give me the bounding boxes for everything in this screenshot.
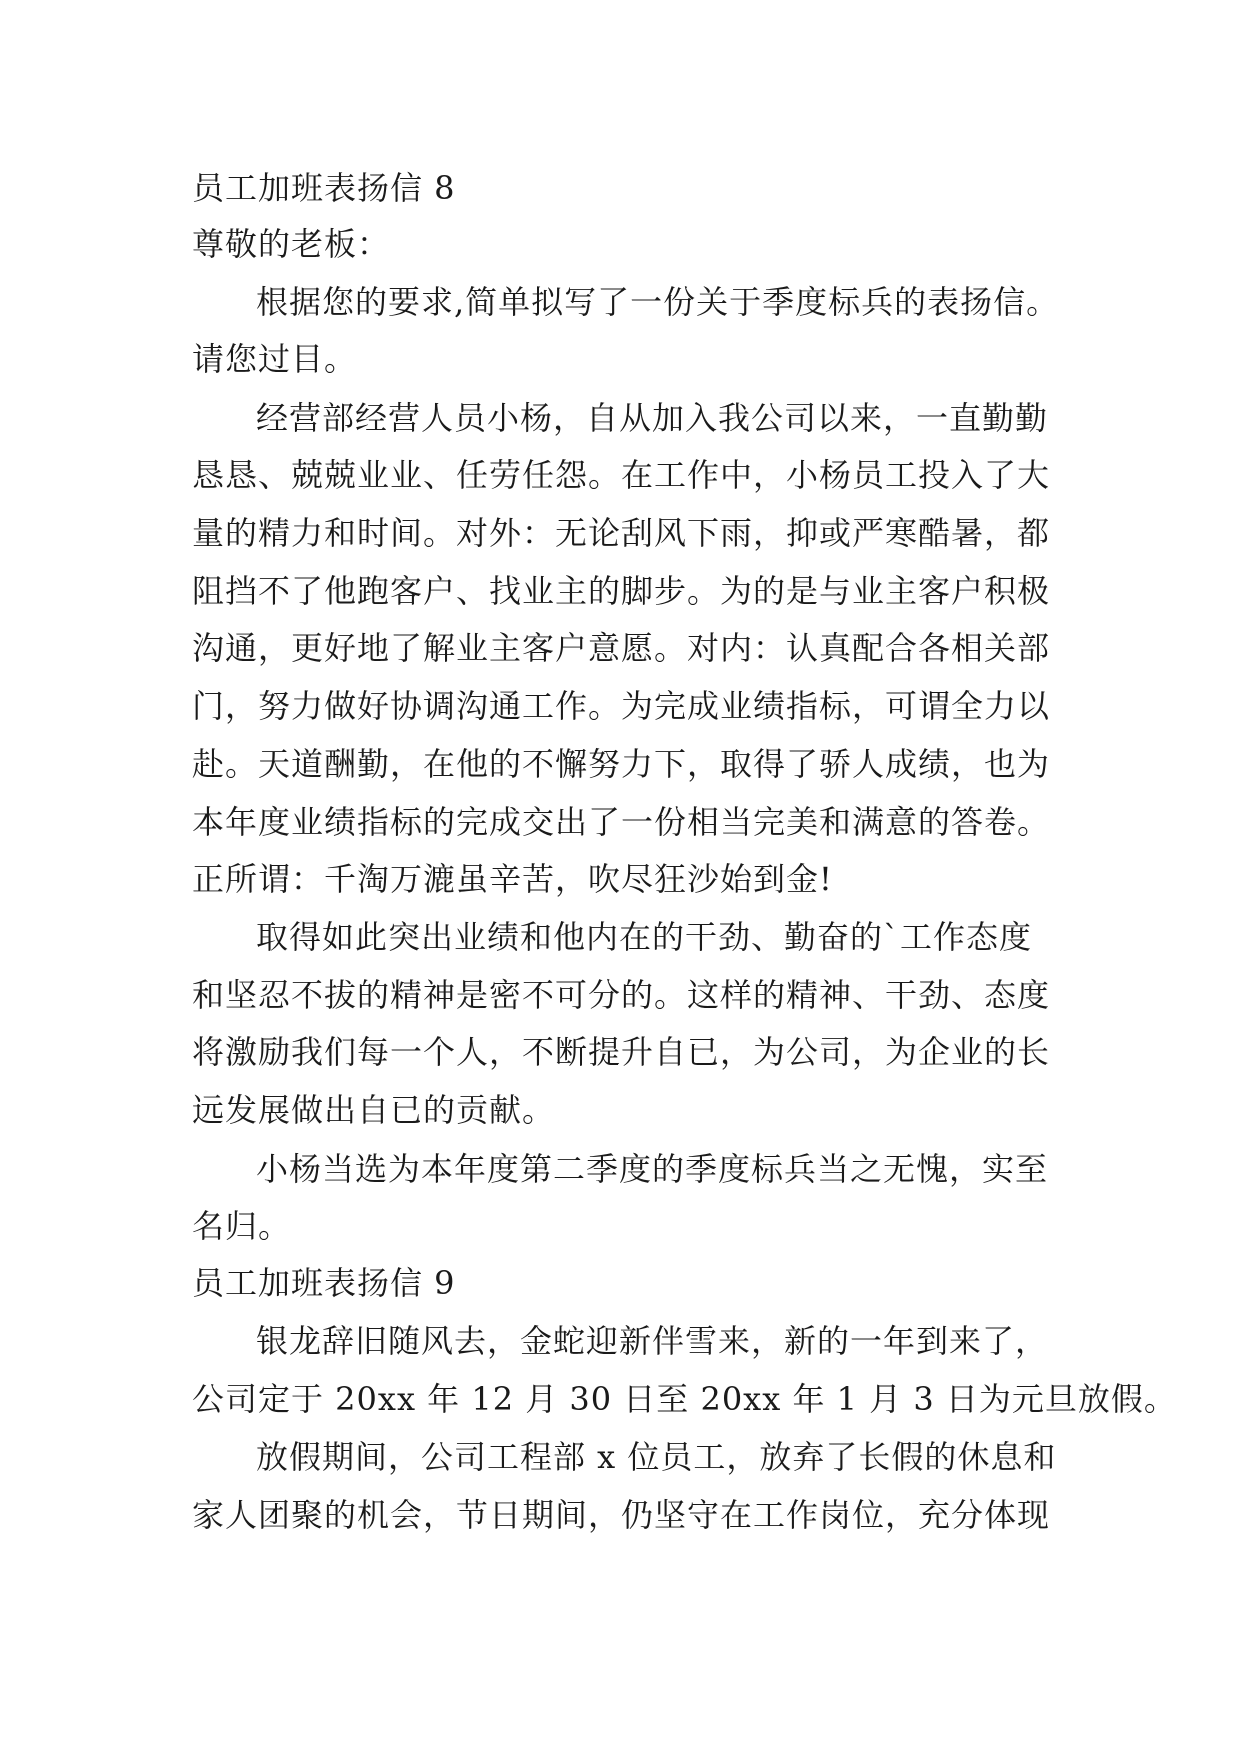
paragraph-line: 放假期间，公司工程部 x 位员工，放弃了长假的休息和 [256,1438,1057,1476]
paragraph-line: 经营部经营人员小杨，自从加入我公司以来，一直勤勤 [256,399,1049,437]
salutation: 尊敬的老板： [192,225,391,263]
paragraph-line: 取得如此突出业绩和他内在的干劲、勤奋的`工作态度 [256,918,1033,956]
paragraph-line: 小杨当选为本年度第二季度的季度标兵当之无愧，实至 [256,1150,1049,1188]
paragraph-line: 和坚忍不拔的精神是密不可分的。这样的精神、干劲、态度 [192,976,1051,1014]
section-heading-9: 员工加班表扬信 9 [192,1264,456,1302]
paragraph-line: 量的精力和时间。对外：无论刮风下雨，抑或严寒酷暑，都 [192,514,1051,552]
paragraph-line: 恳恳、兢兢业业、任劳任怨。在工作中，小杨员工投入了大 [192,456,1051,494]
paragraph-line: 将激励我们每一个人，不断提升自已，为公司，为企业的长 [192,1033,1051,1071]
paragraph-line: 请您过目。 [192,340,358,378]
paragraph-line: 远发展做出自已的贡献。 [192,1091,556,1129]
paragraph-line: 本年度业绩指标的完成交出了一份相当完美和满意的答卷。 [192,803,1051,841]
paragraph-line: 家人团聚的机会，节日期间，仍坚守在工作岗位，充分体现 [192,1496,1051,1534]
paragraph-line: 正所谓：千淘万漉虽辛苦，吹尽狂沙始到金! [192,860,833,898]
paragraph-line: 根据您的要求,简单拟写了一份关于季度标兵的表扬信。 [256,283,1060,321]
paragraph-line: 银龙辞旧随风去，金蛇迎新伴雪来，新的一年到来了， [256,1322,1049,1360]
paragraph-line: 沟通，更好地了解业主客户意愿。对内：认真配合各相关部 [192,629,1051,667]
paragraph-line: 名归。 [192,1207,292,1245]
paragraph-line: 门，努力做好协调沟通工作。为完成业绩指标，可谓全力以 [192,687,1051,725]
section-heading-8: 员工加班表扬信 8 [192,169,456,207]
paragraph-line: 阻挡不了他跑客户、找业主的脚步。为的是与业主客户积极 [192,572,1051,610]
paragraph-line: 公司定于 20xx 年 12 月 30 日至 20xx 年 1 月 3 日为元旦放假。 [192,1380,1177,1418]
paragraph-line: 赴。天道酬勤，在他的不懈努力下，取得了骄人成绩，也为 [192,745,1051,783]
